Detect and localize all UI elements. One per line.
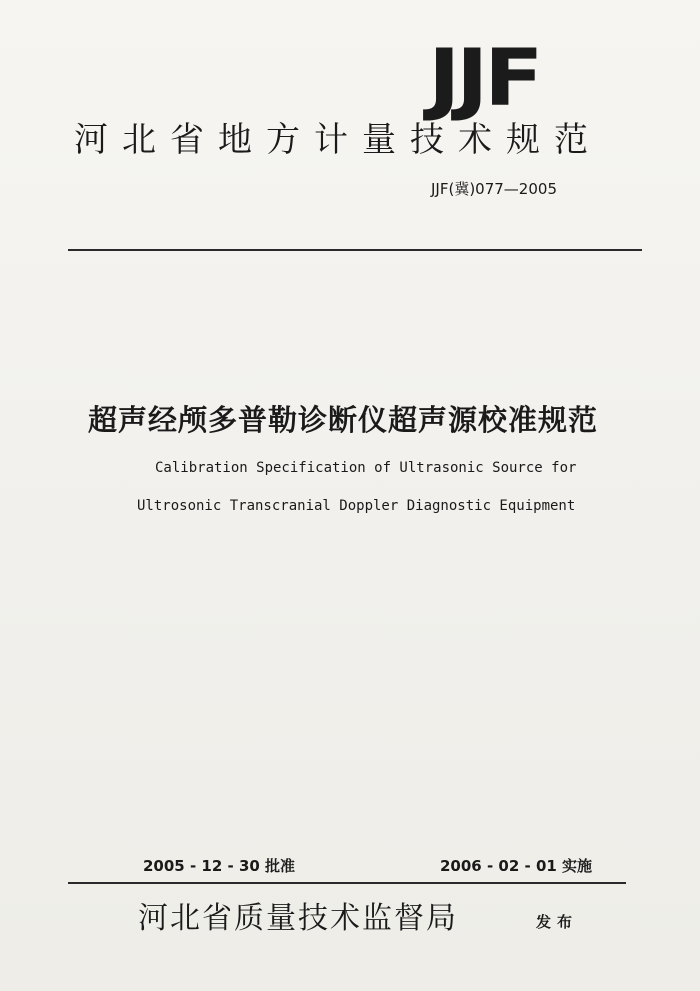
document-code: JJF(冀)077—2005 (431, 180, 557, 198)
document-title-chinese: 超声经颅多普勒诊断仪超声源校准规范 (88, 403, 599, 437)
bottom-divider (68, 882, 626, 884)
publish-label: 发布 (536, 913, 579, 931)
effective-date: 2006 - 02 - 01 实施 (440, 857, 593, 875)
document-title-english-line2: Ultrosonic Transcranial Doppler Diagnostic Equipment (137, 498, 576, 514)
approval-date: 2005 - 12 - 30 批准 (143, 857, 296, 875)
series-title: 河北省地方计量技术规范 (74, 120, 602, 160)
document-title-english-line1: Calibration Specification of Ultrasonic Source for (155, 460, 577, 476)
jjf-logo: JJF (428, 34, 540, 124)
top-divider (68, 249, 642, 251)
publisher-name: 河北省质量技术监督局 (138, 901, 458, 936)
